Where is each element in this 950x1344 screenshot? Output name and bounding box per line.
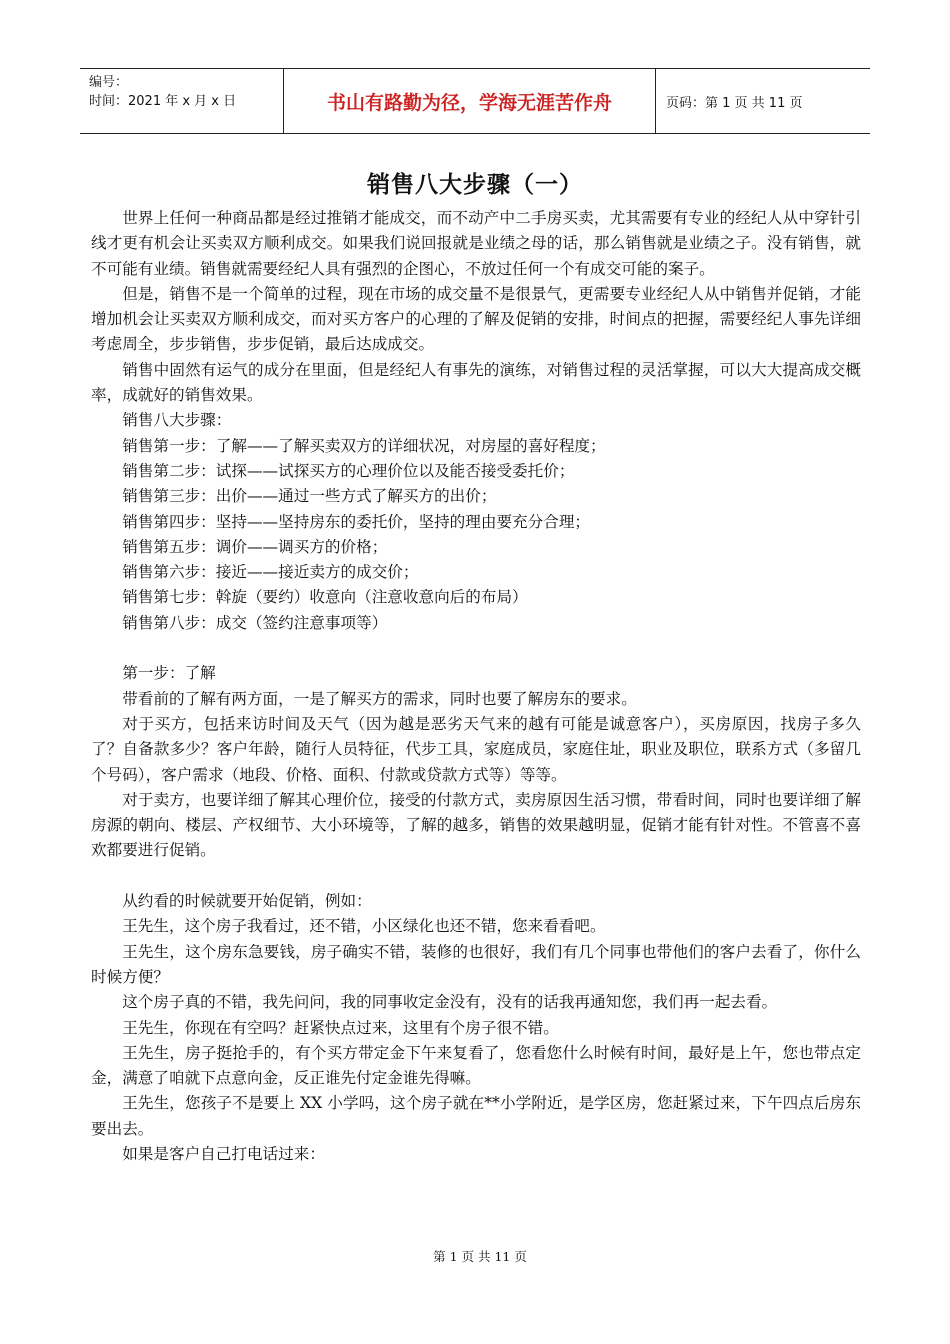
paragraph: 如果是客户自己打电话过来： (122, 1144, 325, 1163)
header-page-info: 页码：第 1 页 共 11 页 (666, 95, 803, 111)
header-meta (80, 69, 284, 133)
paragraph: 王先生，这个房子我看过，还不错，小区绿化也还不错，您来看看吧。 (122, 917, 606, 936)
paragraph: 从约看的时候就要开始促销，例如： (122, 892, 372, 911)
paragraph: 销售第四步：坚持——坚持房东的委托价，坚持的理由要充分合理； (122, 512, 591, 531)
paragraph: 销售第五步：调价——调买方的价格； (122, 537, 388, 556)
paragraph: 销售中固然有运气的成分在里面，但是经纪人有事先的演练，对销售过程的灵活掌握，可以大大提高成交概率，成就好的销售效果。 (91, 360, 861, 405)
paragraph: 销售八大步骤： (122, 411, 232, 430)
paragraph: 王先生，房子挺抢手的，有个买方带定金下午来复看了，您看您什么时候有时间，最好是上午，您也带点定金，满意了咱就下点意向金，反正谁先付定金谁先得嘛。 (91, 1043, 861, 1088)
paragraph: 带看前的了解有两方面，一是了解买方的需求，同时也要了解房东的要求。 (122, 689, 637, 708)
blank-line (91, 864, 861, 889)
paragraph: 这个房子真的不错，我先问问，我的同事收定金没有，没有的话我再通知您，我们再一起去看。 (122, 993, 778, 1012)
paragraph: 对于买方，包括来访时间及天气（因为越是恶劣天气来的越有可能是诚意客户），买房原因，找房子多久了？自备款多少？客户年龄，随行人员特征，代步工具，家庭成员，家庭住址，职业及职位，联系方式（多留几个号码），客户需求（地段、价格、面积、付款或贷款方式等）等等。 (91, 714, 861, 784)
header-motto: 书山有路勤为径，学海无涯苦作舟 (284, 69, 656, 133)
paragraph: 但是，销售不是一个简单的过程，现在市场的成交量不是很景气，更需要专业经纪人从中销售并促销，才能增加机会让买卖双方顺利成交，而对买方客户的心理的了解及促销的安排，时间点的把握，需要经纪人事先详细考虑周全，步步销售，步步促销，最后达成成交。 (91, 284, 861, 354)
document-title: 销售八大步骤（一） (367, 172, 583, 198)
paragraph: 销售第三步：出价——通过一些方式了解买方的出价； (122, 487, 497, 506)
document-header (80, 68, 870, 134)
paragraph: 王先生，你现在有空吗？赶紧快点过来，这里有个房子很不错。 (122, 1018, 559, 1037)
page-footer: 第 1 页 共 11 页 (433, 1249, 527, 1264)
paragraph: 王先生，您孩子不是要上 XX 小学吗，这个房子就在**小学附近，是学区房，您赶紧过来，下午四点后房东要出去。 (91, 1094, 861, 1138)
paragraph: 销售第二步：试探——试探买方的心理价位以及能否接受委托价； (122, 461, 575, 480)
document-body (91, 206, 861, 1167)
paragraph: 王先生，这个房东急要钱，房子确实不错，装修的也很好，我们有几个同事也带他们的客户去看了，你什么时候方便？ (91, 942, 861, 986)
paragraph: 第一步：了解 (122, 664, 216, 683)
paragraph: 世界上任何一种商品都是经过推销才能成交，而不动产中二手房买卖，尤其需要有专业的经纪人从中穿针引线才更有机会让买卖双方顺利成交。如果我们说回报就是业绩之母的话，那么销售就是业绩之子。没有销售，就不可能有业绩。销售就需要经纪人具有强烈的企图心，不放过任何一个有成交可能的案子。 (91, 209, 861, 278)
paragraph: 销售第七步：斡旋（要约）收意向（注意收意向后的布局） (122, 588, 528, 607)
document-time-label: 时间：2021 年 x 月 x 日 (89, 94, 237, 109)
document-number-label: 编号： (89, 75, 129, 90)
paragraph: 对于卖方，也要详细了解其心理价位，接受的付款方式，卖房原因生活习惯，带看时间，同时也要详细了解房源的朝向、楼层、产权细节、大小环境等，了解的越多，销售的效果越明显，促销才能有针对性。不管喜不喜欢都要进行促销。 (91, 790, 861, 860)
paragraph: 销售第八步：成交（签约注意事项等） (122, 613, 388, 632)
blank-line (91, 636, 861, 661)
paragraph: 销售第六步：接近——接近卖方的成交价； (122, 563, 419, 582)
paragraph: 销售第一步：了解——了解买卖双方的详细状况，对房屋的喜好程度； (122, 436, 606, 455)
